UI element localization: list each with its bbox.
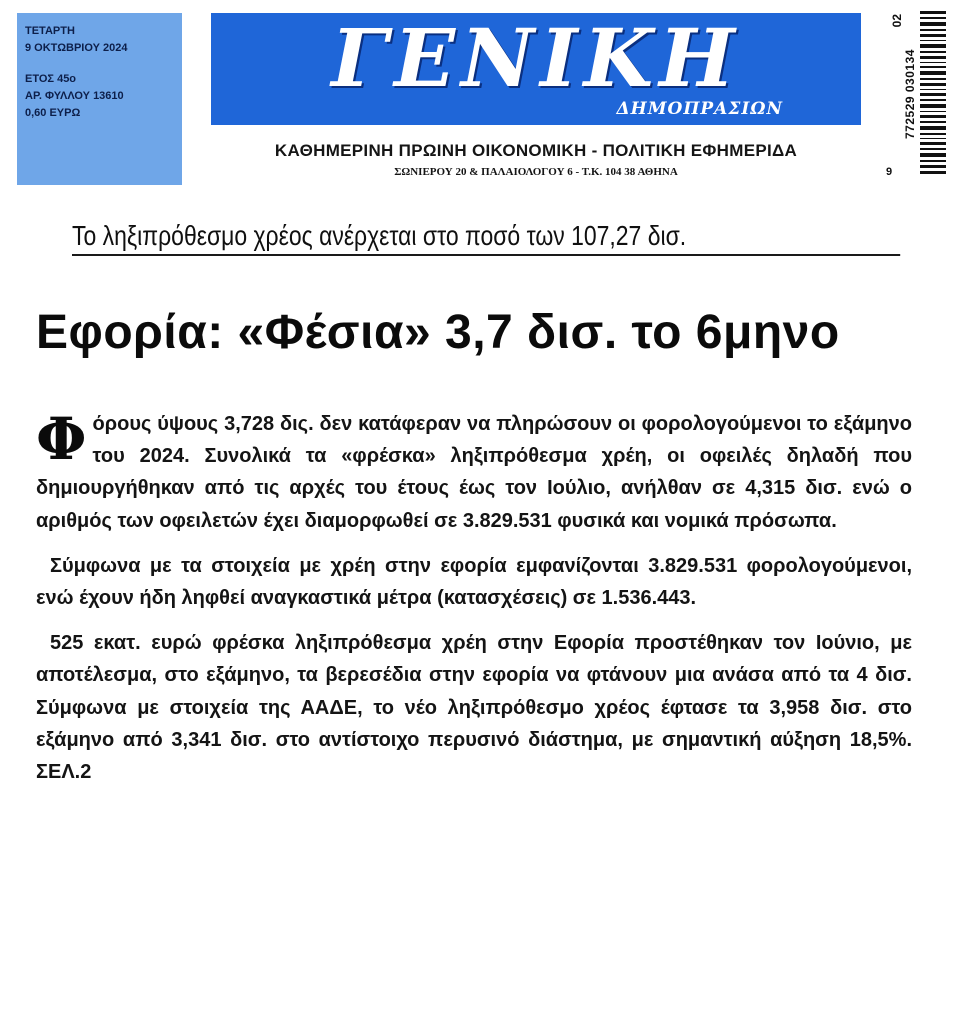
barcode-check-digit: 9 bbox=[886, 166, 893, 178]
article-kicker: Το ληξιπρόθεσμο χρέος ανέρχεται στο ποσό των 107,27 δισ. bbox=[72, 220, 900, 256]
issue-info-box bbox=[17, 13, 182, 185]
article-paragraph-3: 525 εκατ. ευρώ φρέσκα ληξιπρόθεσμα χρέη στην Εφορία προστέθηκαν τον Ιούνιο, με αποτέλεσμα, στο εξάμηνο, τα βερεσέδια στην εφορία να φτάνουν μια ανάσα από τα 4 δισ. Σύμφωνα με στοιχεία της ΑΑΔΕ, το νέο ληξιπρόθεσμο χρέος έφτασε τα 3,958 δισ. στο εξάμηνο από 3,341 δισ. στο αντίστοιχο περυσινό διάστημα, με σημαντική αύξηση 18,5%. ΣΕΛ.2 bbox=[36, 632, 912, 784]
newspaper-address: ΣΩΝΙΕΡΟΥ 20 & ΠΑΛΑΙΟΛΟΓΟΥ 6 - Τ.Κ. 104 38 ΑΘΗΝΑ bbox=[394, 166, 678, 178]
issue-day: ΤΕΤΑΡΤΗ bbox=[25, 25, 75, 37]
article-paragraph-1 bbox=[36, 405, 912, 537]
issue-year: ΕΤΟΣ 45ο bbox=[25, 73, 77, 85]
article-headline: Εφορία: «Φέσια» 3,7 δισ. το 6μηνο bbox=[36, 306, 840, 359]
newspaper-logo bbox=[211, 13, 861, 125]
issue-date: 9 ΟΚΤΩΒΡΙΟΥ 2024 bbox=[25, 42, 128, 54]
barcode-digits: 772529 030134 bbox=[903, 49, 917, 139]
article-paragraph-2: Σύμφωνα με τα στοιχεία με χρέη στην εφορία εμφανίζονται 3.829.531 φορολογούμενοι, ενώ έχουν ήδη ληφθεί αναγκαστικά μέτρα (κατασχέσεις) σε 1.536.443. bbox=[36, 554, 912, 610]
issue-price: 0,60 ΕΥΡΩ bbox=[25, 107, 81, 119]
logo-subtitle: ΔΗΜΟΠΡΑΣΙΩΝ bbox=[616, 99, 783, 119]
paragraph-1-text: όρους ύψους 3,728 δις. δεν κατάφεραν να πληρώσουν οι φορολογούμενοι το εξάμηνο του 2024. Συνολικά τα «φρέσκα» ληξιπρόθεσμα χρέη, οι οφειλές δηλαδή που δημιουργήθηκαν από τις αρχές του έτους έως τον Ιούλιο, ανήλθαν σε 4,315 δισ. ενώ ο αριθμός των οφειλετών έχει διαμορφωθεί σε 3.829.531 φυσικά και νομικά πρόσωπα. bbox=[36, 413, 912, 532]
article-body bbox=[36, 405, 912, 801]
drop-cap: Φ bbox=[36, 405, 87, 473]
barcode-issue-code: 02 bbox=[890, 14, 904, 28]
newspaper-tagline: ΚΑΘΗΜΕΡΙΝΗ ΠΡΩΙΝΗ ΟΙΚΟΝΟΜΙΚΗ - ΠΟΛΙΤΙΚΗ ΕΦΗΜΕΡΙΔΑ bbox=[274, 141, 798, 160]
logo-title: ΓΕΝΙΚΗ bbox=[331, 11, 741, 105]
issue-number: ΑΡ. ΦΥΛΛΟΥ 13610 bbox=[25, 90, 124, 102]
